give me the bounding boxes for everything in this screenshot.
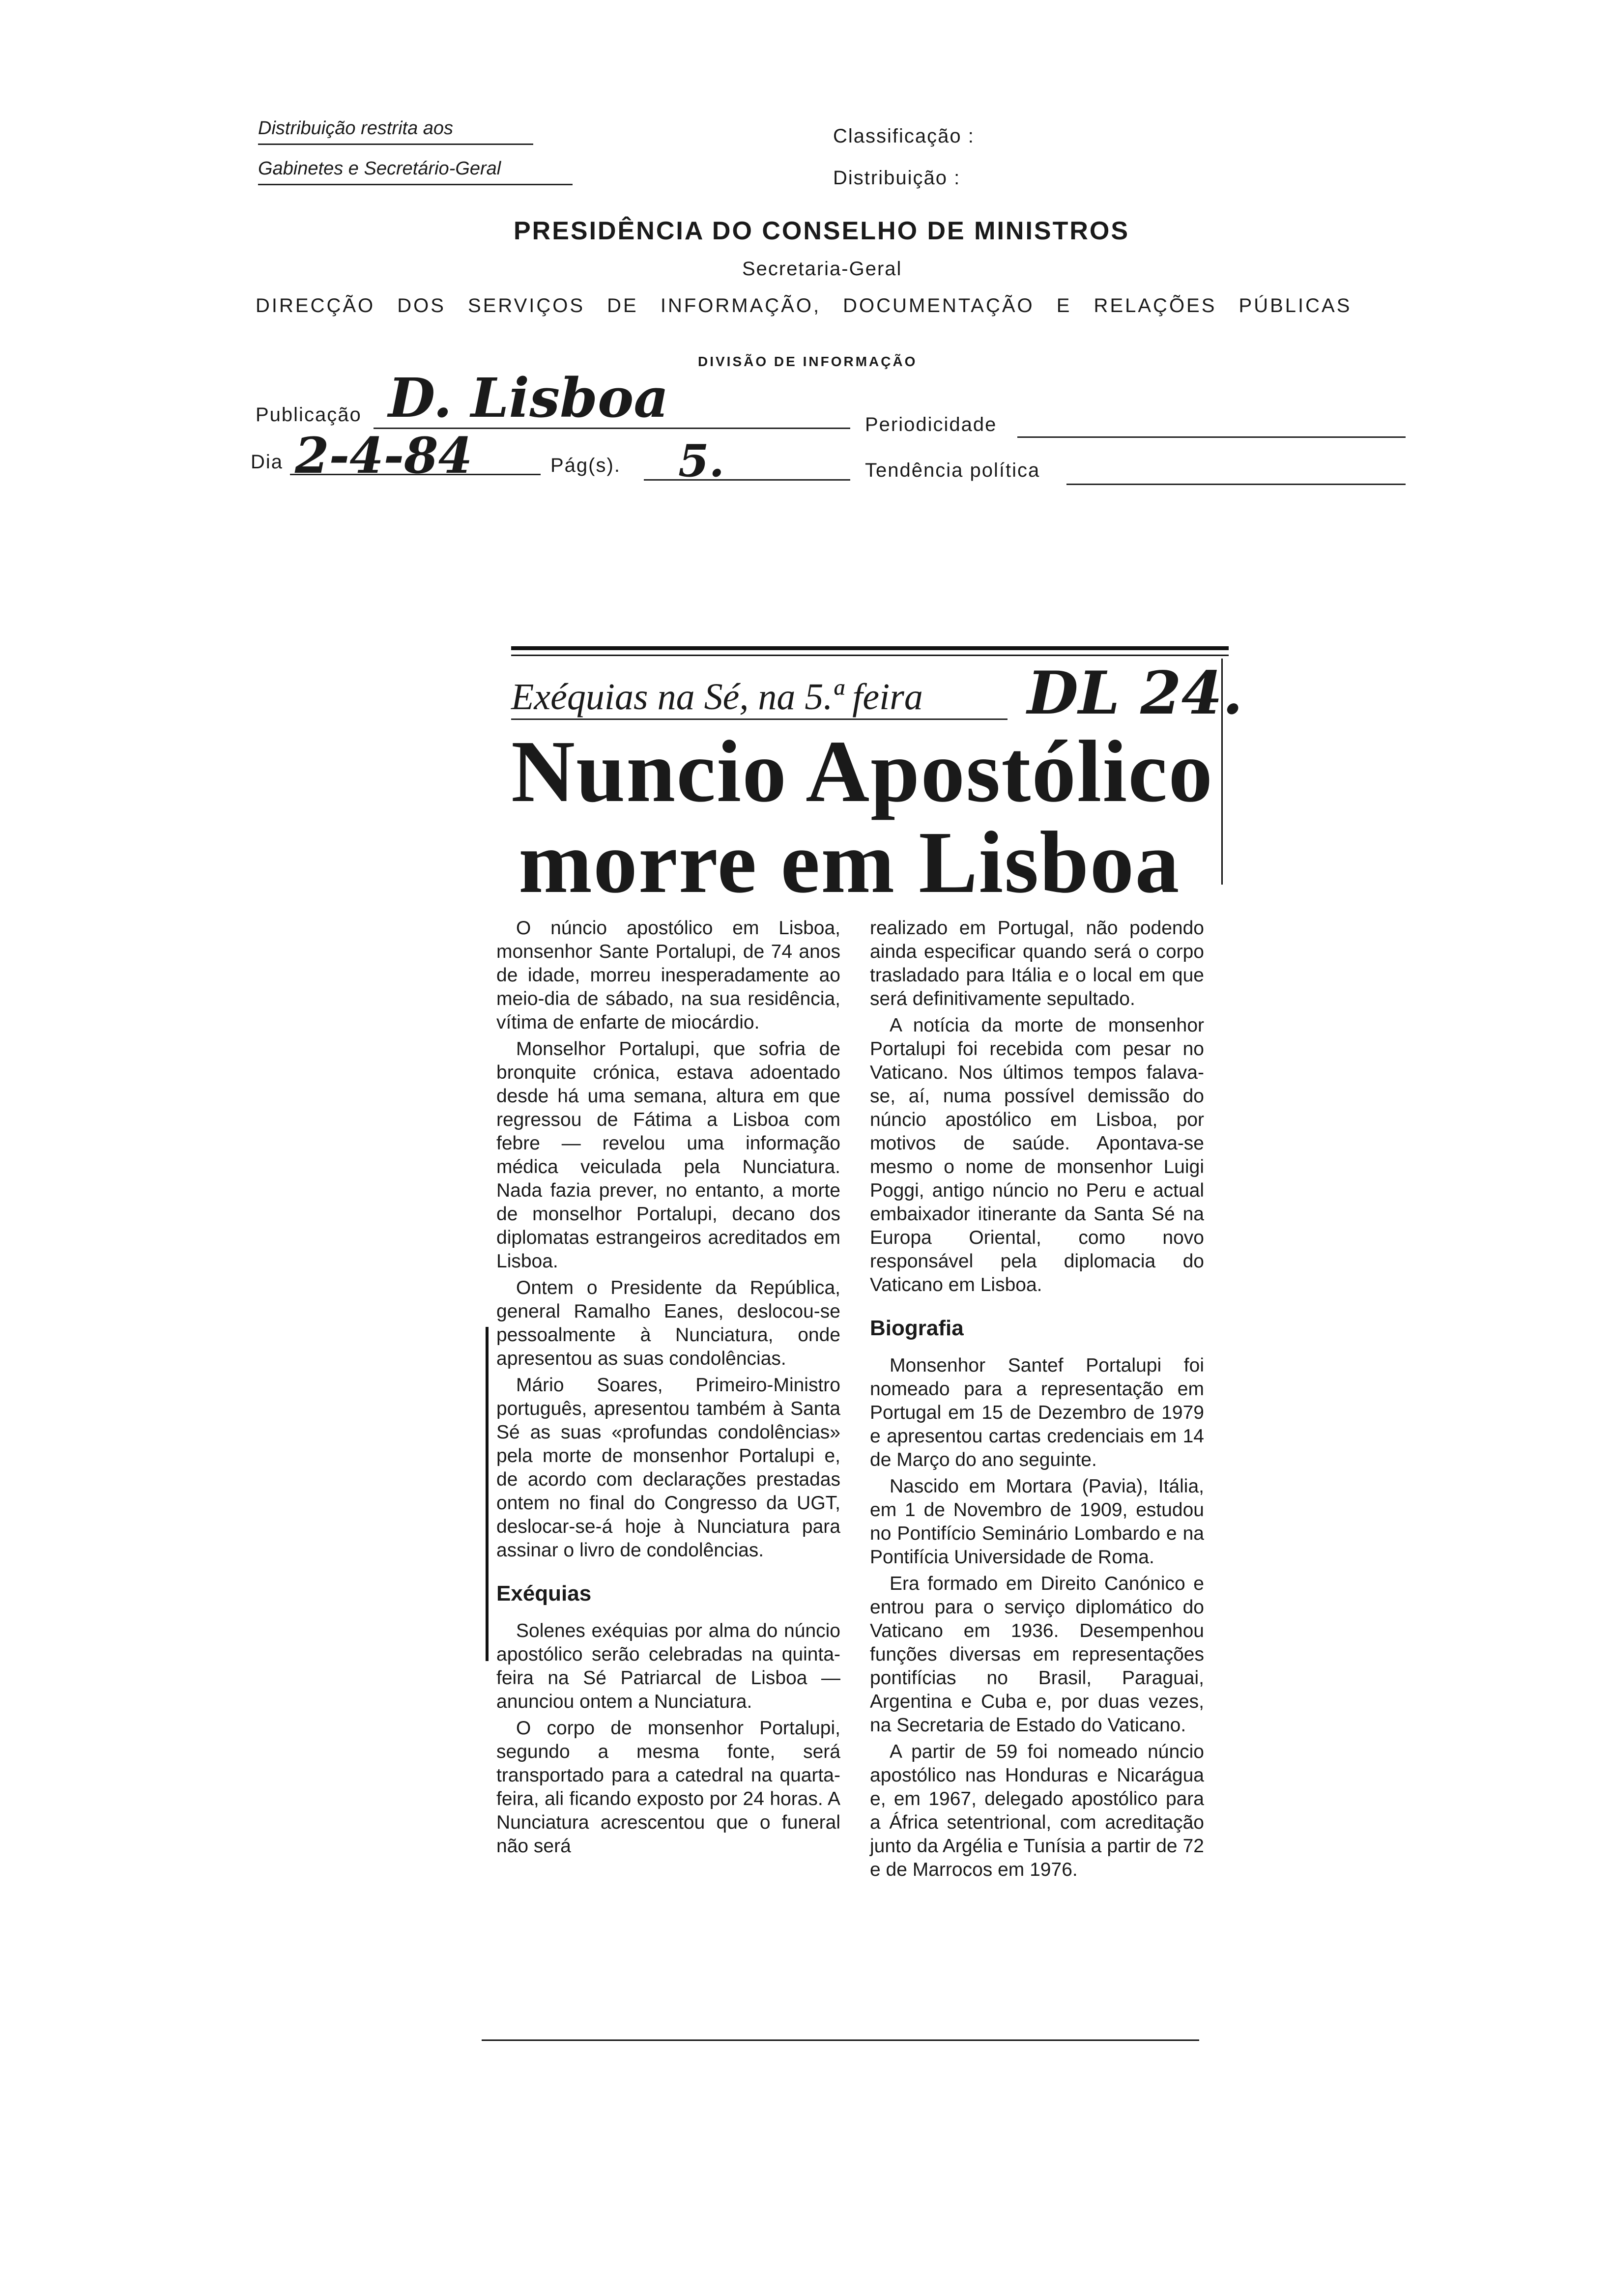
col2-paragraph-2: A notícia da morte de monsenhor Portalupi foi recebida com pesar no Vaticano. Nos últimos tempos falava-se, aí, numa possível demissão do núncio apostólico em Lisboa, por motivos de saúde. Apontava-se mesmo o nome de monsenhor Luigi Poggi, antigo núncio no Peru e actual embaixador itinerante da Santa Sé na Europa Oriental, como novo responsável pela diplomacia do Vaticano em Lisboa.	[870, 1015, 1204, 1295]
clipping-top-rule-thin	[511, 655, 1229, 656]
col1-paragraph-3: Ontem o Presidente da República, general Ramalho Eanes, deslocou-se pessoalmente à Nunciatura, onde apresentou as suas condolências.	[496, 1277, 840, 1369]
clipping-bottom-rule	[482, 2039, 1199, 2041]
institution-title: PRESIDÊNCIA DO CONSELHO DE MINISTROS	[514, 217, 1130, 245]
subhead-exequias: Exéquias	[496, 1581, 592, 1606]
handwritten-note: DL 24.	[1027, 659, 1243, 728]
periodicidade-label: Periodicidade	[865, 414, 997, 435]
publicacao-handwritten: D. Lisboa	[388, 366, 669, 430]
pags-handwritten: 5.	[678, 435, 724, 487]
pags-line	[644, 479, 850, 481]
restricted-line2: Gabinetes e Secretário-Geral	[258, 158, 501, 179]
division-line: DIVISÃO DE INFORMAÇÃO	[698, 354, 918, 369]
dia-line	[290, 474, 541, 475]
col1-paragraph-1: O núncio apostólico em Lisboa, monsenhor Sante Portalupi, de 74 anos de idade, morreu inesperadamente ao meio-dia de sábado, na sua residência, vítima de enfarte de miocárdio.	[496, 918, 840, 1033]
col2b-paragraph-3: Era formado em Direito Canónico e entrou para o serviço diplomático do Vaticano em 1936. Desempenhou funções diversas em representações pontifícias no Brasil, Paraguai, Argentina e Cuba e, por duas vezes, na Secretaria de Estado do Vaticano.	[870, 1573, 1204, 1736]
col2-paragraph-1: realizado em Portugal, não podendo ainda especificar quando será o corpo trasladado para Itália e o local em que será definitivamente sepultado.	[870, 918, 1204, 1009]
dia-handwritten: 2-4-84	[295, 427, 473, 485]
col1b-paragraph-1: Solenes exéquias por alma do núncio apostólico serão celebradas na quinta-feira na Sé Patriarcal de Lisboa — anunciou ontem a Nunciatura.	[496, 1620, 840, 1712]
article-column-2	[870, 917, 1204, 1885]
dia-label: Dia	[251, 451, 284, 473]
restricted-underline-2	[258, 184, 573, 185]
col1-paragraph-4: Mário Soares, Primeiro-Ministro português, apresentou também à Santa Sé as suas «profundas condolências» pela morte de monsenhor Portalupi e, de acordo com declarações prestadas ontem no final do Congresso da UGT, deslocar-se-á hoje à Nunciatura para assinar o livro de condolências.	[496, 1375, 840, 1561]
secretaria-geral: Secretaria-Geral	[742, 258, 902, 280]
col1b-paragraph-2: O corpo de monsenhor Portalupi, segundo a mesma fonte, será transportado para a catedral na quarta-feira, ali ficando exposto por 24 horas. A Nunciatura acrescentou que o funeral não será	[496, 1718, 840, 1857]
publicacao-label: Publicação	[256, 404, 362, 426]
headline-line2: morre em Lisboa	[518, 813, 1180, 911]
col2b-paragraph-4: A partir de 59 foi nomeado núncio apostólico nas Honduras e Nicarágua e, em 1967, delegado apostólico para a África setentrional, com acreditação junto da Argélia e Tunísia a partir de 72 e de Marrocos em 1976.	[870, 1741, 1204, 1880]
col2b-paragraph-1: Monsenhor Santef Portalupi foi nomeado para a representação em Portugal em 15 de Dezembro de 1979 e apresentou cartas credenciais em 14 de Março do ano seguinte.	[870, 1355, 1204, 1470]
restricted-underline-1	[258, 144, 533, 145]
periodicidade-line	[1017, 436, 1406, 438]
tendencia-line	[1066, 484, 1406, 485]
distribuicao-label: Distribuição :	[833, 167, 961, 189]
kicker-underline	[511, 718, 1008, 720]
headline-line1: Nuncio Apostólico	[511, 722, 1214, 820]
clipping-kicker: Exéquias na Sé, na 5.ª feira	[511, 676, 923, 718]
col1-paragraph-2: Monselhor Portalupi, que sofria de bronquite crónica, estava adoentado desde há uma semana, altura em que regressou de Fátima a Lisboa com febre — revelou uma informação médica veiculada pela Nunciatura. Nada fazia prever, no entanto, a morte de monselhor Portalupi, decano dos diplomatas estrangeiros acreditados em Lisboa.	[496, 1038, 840, 1272]
direction-line: DIRECÇÃO DOS SERVIÇOS DE INFORMAÇÃO, DOCUMENTAÇÃO E RELAÇÕES PÚBLICAS	[256, 295, 1352, 316]
article-column-1	[496, 917, 840, 1861]
classificacao-label: Classificação :	[833, 125, 975, 147]
clipping-top-rule	[511, 646, 1229, 650]
tendencia-label: Tendência política	[865, 459, 1040, 481]
pags-label: Pág(s).	[550, 455, 621, 476]
col2b-paragraph-2: Nascido em Mortara (Pavia), Itália, em 1 de Novembro de 1909, estudou no Pontifício Seminário Lombardo e na Pontifícia Universidade de Roma.	[870, 1476, 1204, 1568]
margin-mark	[486, 1327, 489, 1661]
subhead-biografia: Biografia	[870, 1316, 964, 1340]
restricted-line1: Distribuição restrita aos	[258, 118, 454, 139]
